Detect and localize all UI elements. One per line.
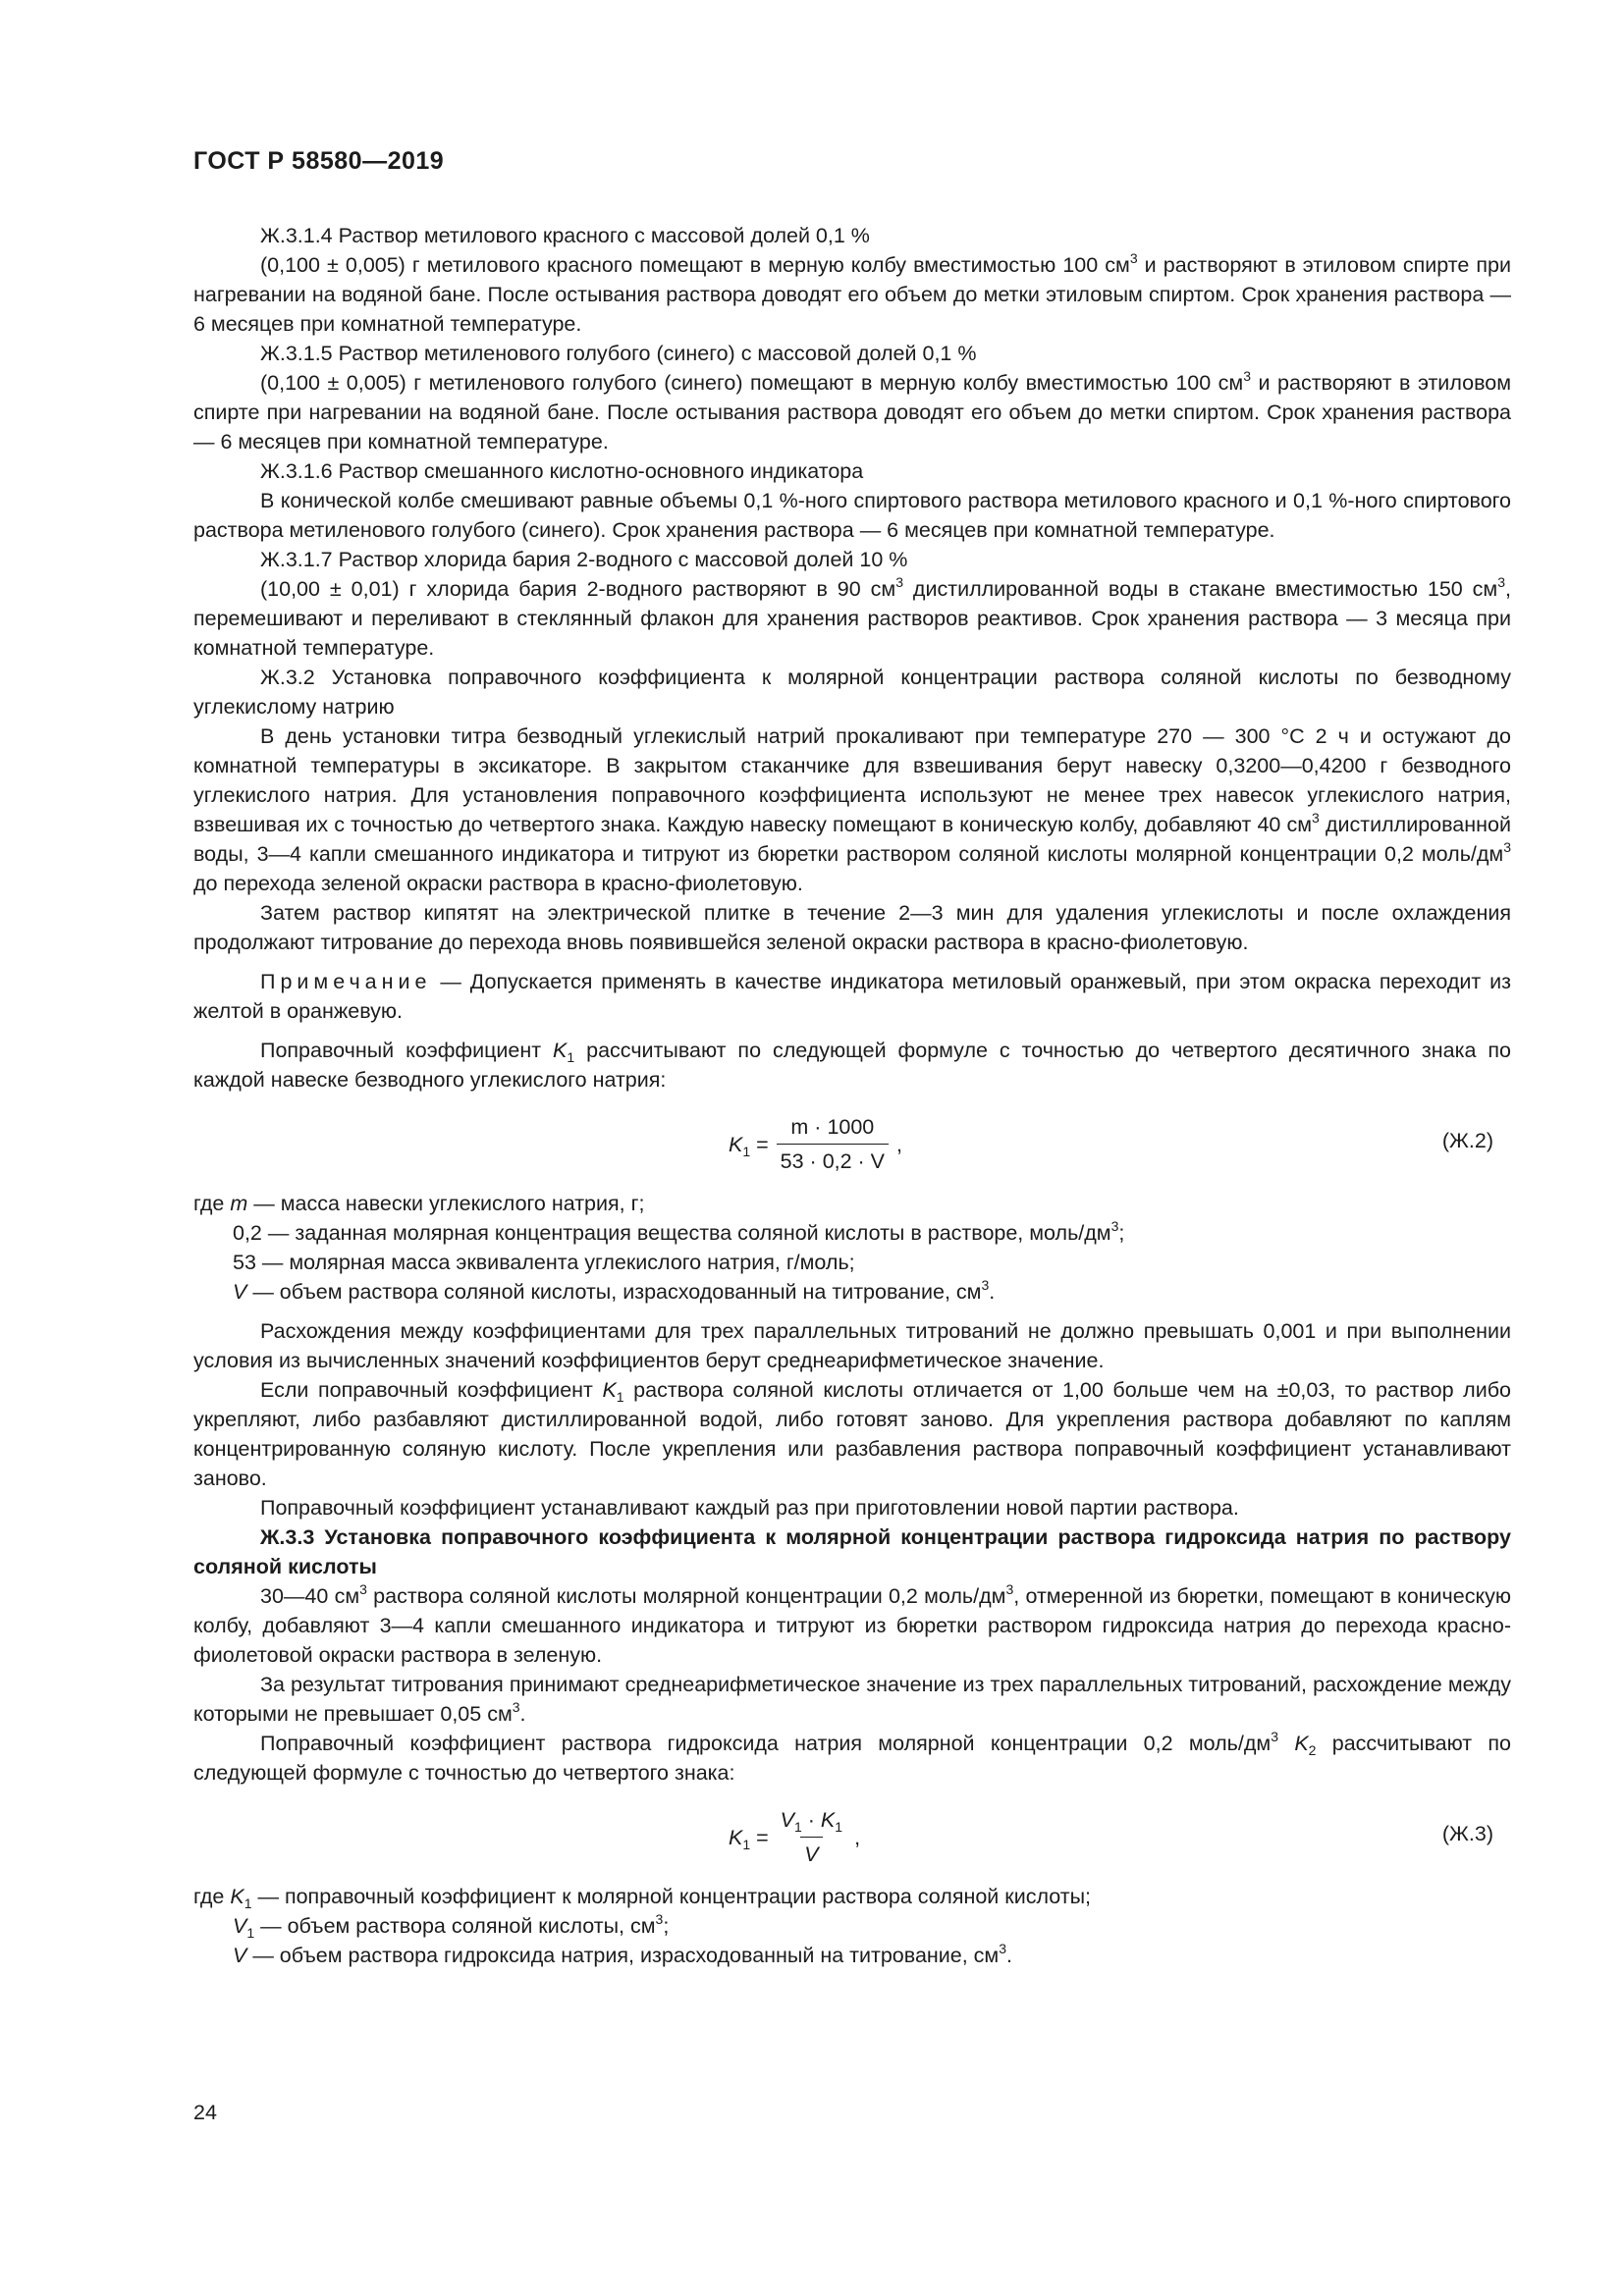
paragraph: Затем раствор кипятят на электрической плитке в течение 2—3 мин для удаления углекислоты и после охлаждения продолжают титрование до перехода вновь появившейся зеленой окраски раствора в красно-фиолетовую. xyxy=(193,901,1511,954)
formula-zh-2: $K_1$ = $\frac{m \cdot 1000}{53 \cdot 0,2 \cdot V}$ , (Ж.2) xyxy=(193,1106,1511,1177)
paragraph: В день установки титра безводный углекислый натрий прокаливают при температуре 270 — 300 °С 2 ч и остужают до комнатной температуры в эксикаторе. В закрытом стаканчике для взвешивания берут навеску 0,3200—0,4200 г безводного углекислого натрия. Для установления поправочного коэффициента используют не менее трех навесок углекислого натрия, взвешивая их с точностью до четвертого знака. Каждую навеску помещают в коническую колбу, добавляют 40 $см^3$ дистиллированной воды, 3—4 капли смешанного индикатора и титруют из бюретки раствором соляной кислоты молярной концентрации 0,2 моль/$дм^3$ до перехода зеленой окраски раствора в красно-фиолетовую. xyxy=(193,724,1511,895)
note: Примечание — Допускается применять в качестве индикатора метиловый оранжевый, при этом окраска переходит из желтой в оранжевую. xyxy=(193,970,1511,1023)
where-item: где $K_1$ — поправочный коэффициент к молярной концентрации раствора соляной кислоты; xyxy=(193,1885,1091,1911)
formula-number: (Ж.2) xyxy=(1441,1129,1493,1152)
paragraph: (0,100 ± 0,005) г метилового красного помещают в мерную колбу вместимостью 100 $см^3$ и растворяют в этиловом спирте при нагревании на водяной бане. После остывания раствора доводят его объем до метки этиловым спиртом. Срок хранения раствора — 6 месяцев при комнатной температуре. xyxy=(193,250,1512,336)
paragraph: Если поправочный коэффициент $K_1$ раствора соляной кислоты отличается от 1,00 больше чем на ±0,03, то раствор либо укрепляют, либо разбавляют дистиллированной водой, либо готовят заново. Для укрепления раствора добавляют по каплям концентрированную соляную кислоту. После укрепления или разбавления раствора поправочный коэффициент устанавливают заново. xyxy=(193,1378,1511,1490)
fraction: $\frac{V_1 \cdot K_1}{V}$ xyxy=(777,1805,846,1869)
page-number: 24 xyxy=(193,2101,217,2124)
formula-zh-3: $K_1$ = $\frac{V_1 \cdot K_1}{V}$ , (Ж.3) xyxy=(193,1799,1511,1870)
paragraph: Поправочный коэффициент $K_1$ рассчитывают по следующей формуле с точностью до четвертого десятичного знака по каждой навеске безводного углекислого натрия: xyxy=(193,1039,1511,1092)
section-heading-zh-3-3: Ж.3.3 Установка поправочного коэффициента к молярной концентрации раствора гидроксида натрия по раствору соляной кислоты xyxy=(193,1525,1511,1578)
section-heading-zh-3-1-7: Ж.3.1.7 Раствор хлорида бария 2-водного с массовой долей 10 % xyxy=(260,548,908,571)
section-heading-zh-3-2: Ж.3.2 Установка поправочного коэффициента к молярной концентрации раствора соляной кислоты по безводному углекислому натрию xyxy=(193,666,1511,719)
paragraph: (10,00 ± 0,01) г хлорида бария 2-водного растворяют в 90 $см^3$ дистиллированной воды в стакане вместимостью 150 $см^3$, перемешивают и переливают в стеклянный флакон для хранения растворов реактивов. Срок хранения раствора — 3 месяца при комнатной температуре. xyxy=(193,574,1511,660)
where-item: V — объем раствора гидроксида натрия, израсходованный на титрование, $см^3$. xyxy=(233,1941,1012,1967)
section-heading-zh-3-1-4: Ж.3.1.4 Раствор метилового красного с массовой долей 0,1 % xyxy=(260,224,870,247)
paragraph: Расхождения между коэффициентами для трех параллельных титрований не должно превышать 0,001 и при выполнении условия из вычисленных значений коэффициентов берут среднеарифметическое значение. xyxy=(193,1319,1511,1372)
where-item: 53 — молярная масса эквивалента углекислого натрия, г/моль; xyxy=(233,1251,855,1274)
where-item: V — объем раствора соляной кислоты, израсходованный на титрование, $см^3$. xyxy=(233,1277,996,1304)
formula-number: (Ж.3) xyxy=(1441,1822,1493,1845)
section-heading-zh-3-1-6: Ж.3.1.6 Раствор смешанного кислотно-основного индикатора xyxy=(260,459,864,483)
paragraph: В конической колбе смешивают равные объемы 0,1 %-ного спиртового раствора метилового красного и 0,1 %-ного спиртового раствора метиленового голубого (синего). Срок хранения раствора — 6 месяцев при комнатной температуре. xyxy=(193,489,1511,542)
where-item: 0,2 — заданная молярная концентрация вещества соляной кислоты в растворе, моль/$дм^3$; xyxy=(233,1218,1125,1245)
paragraph: Поправочный коэффициент устанавливают каждый раз при приготовлении новой партии раствора. xyxy=(260,1496,1239,1520)
paragraph: (0,100 ± 0,005) г метиленового голубого (синего) помещают в мерную колбу вместимостью 100 $см^3$ и растворяют в этиловом спирте при нагревании на водяной бане. После остывания раствора доводят его объем до метки спиртом. Срок хранения раствора — 6 месяцев при комнатной температуре. xyxy=(193,368,1511,454)
document-body xyxy=(193,221,1511,1970)
document-header: ГОСТ Р 58580—2019 xyxy=(193,147,445,175)
fraction: $\frac{m \cdot 1000}{53 \cdot 0,2 \cdot V}$ xyxy=(777,1112,889,1176)
section-heading-zh-3-1-5: Ж.3.1.5 Раствор метиленового голубого (синего) с массовой долей 0,1 % xyxy=(260,342,977,365)
paragraph: 30—40 $см^3$ раствора соляной кислоты молярной концентрации 0,2 моль/$дм^3$, отмеренной из бюретки, помещают в коническую колбу, добавляют 3—4 капли смешанного индикатора и титруют из бюретки раствором гидроксида натрия до перехода красно-фиолетовой окраски раствора в зеленую. xyxy=(193,1581,1511,1667)
where-item: $V_1$ — объем раствора соляной кислоты, $см^3$; xyxy=(233,1911,670,1941)
paragraph: За результат титрования принимают среднеарифметическое значение из трех параллельных титрований, расхождение между которыми не превышает 0,05 $см^3$. xyxy=(193,1673,1511,1726)
where-item: где m — масса навески углекислого натрия, г; xyxy=(193,1192,645,1215)
paragraph: Поправочный коэффициент раствора гидроксида натрия молярной концентрации 0,2 моль/$дм^3$ $K_2$ рассчитывают по следующей формуле с точностью до четвертого знака: xyxy=(193,1729,1512,1785)
note-label: Примечание xyxy=(260,970,432,993)
